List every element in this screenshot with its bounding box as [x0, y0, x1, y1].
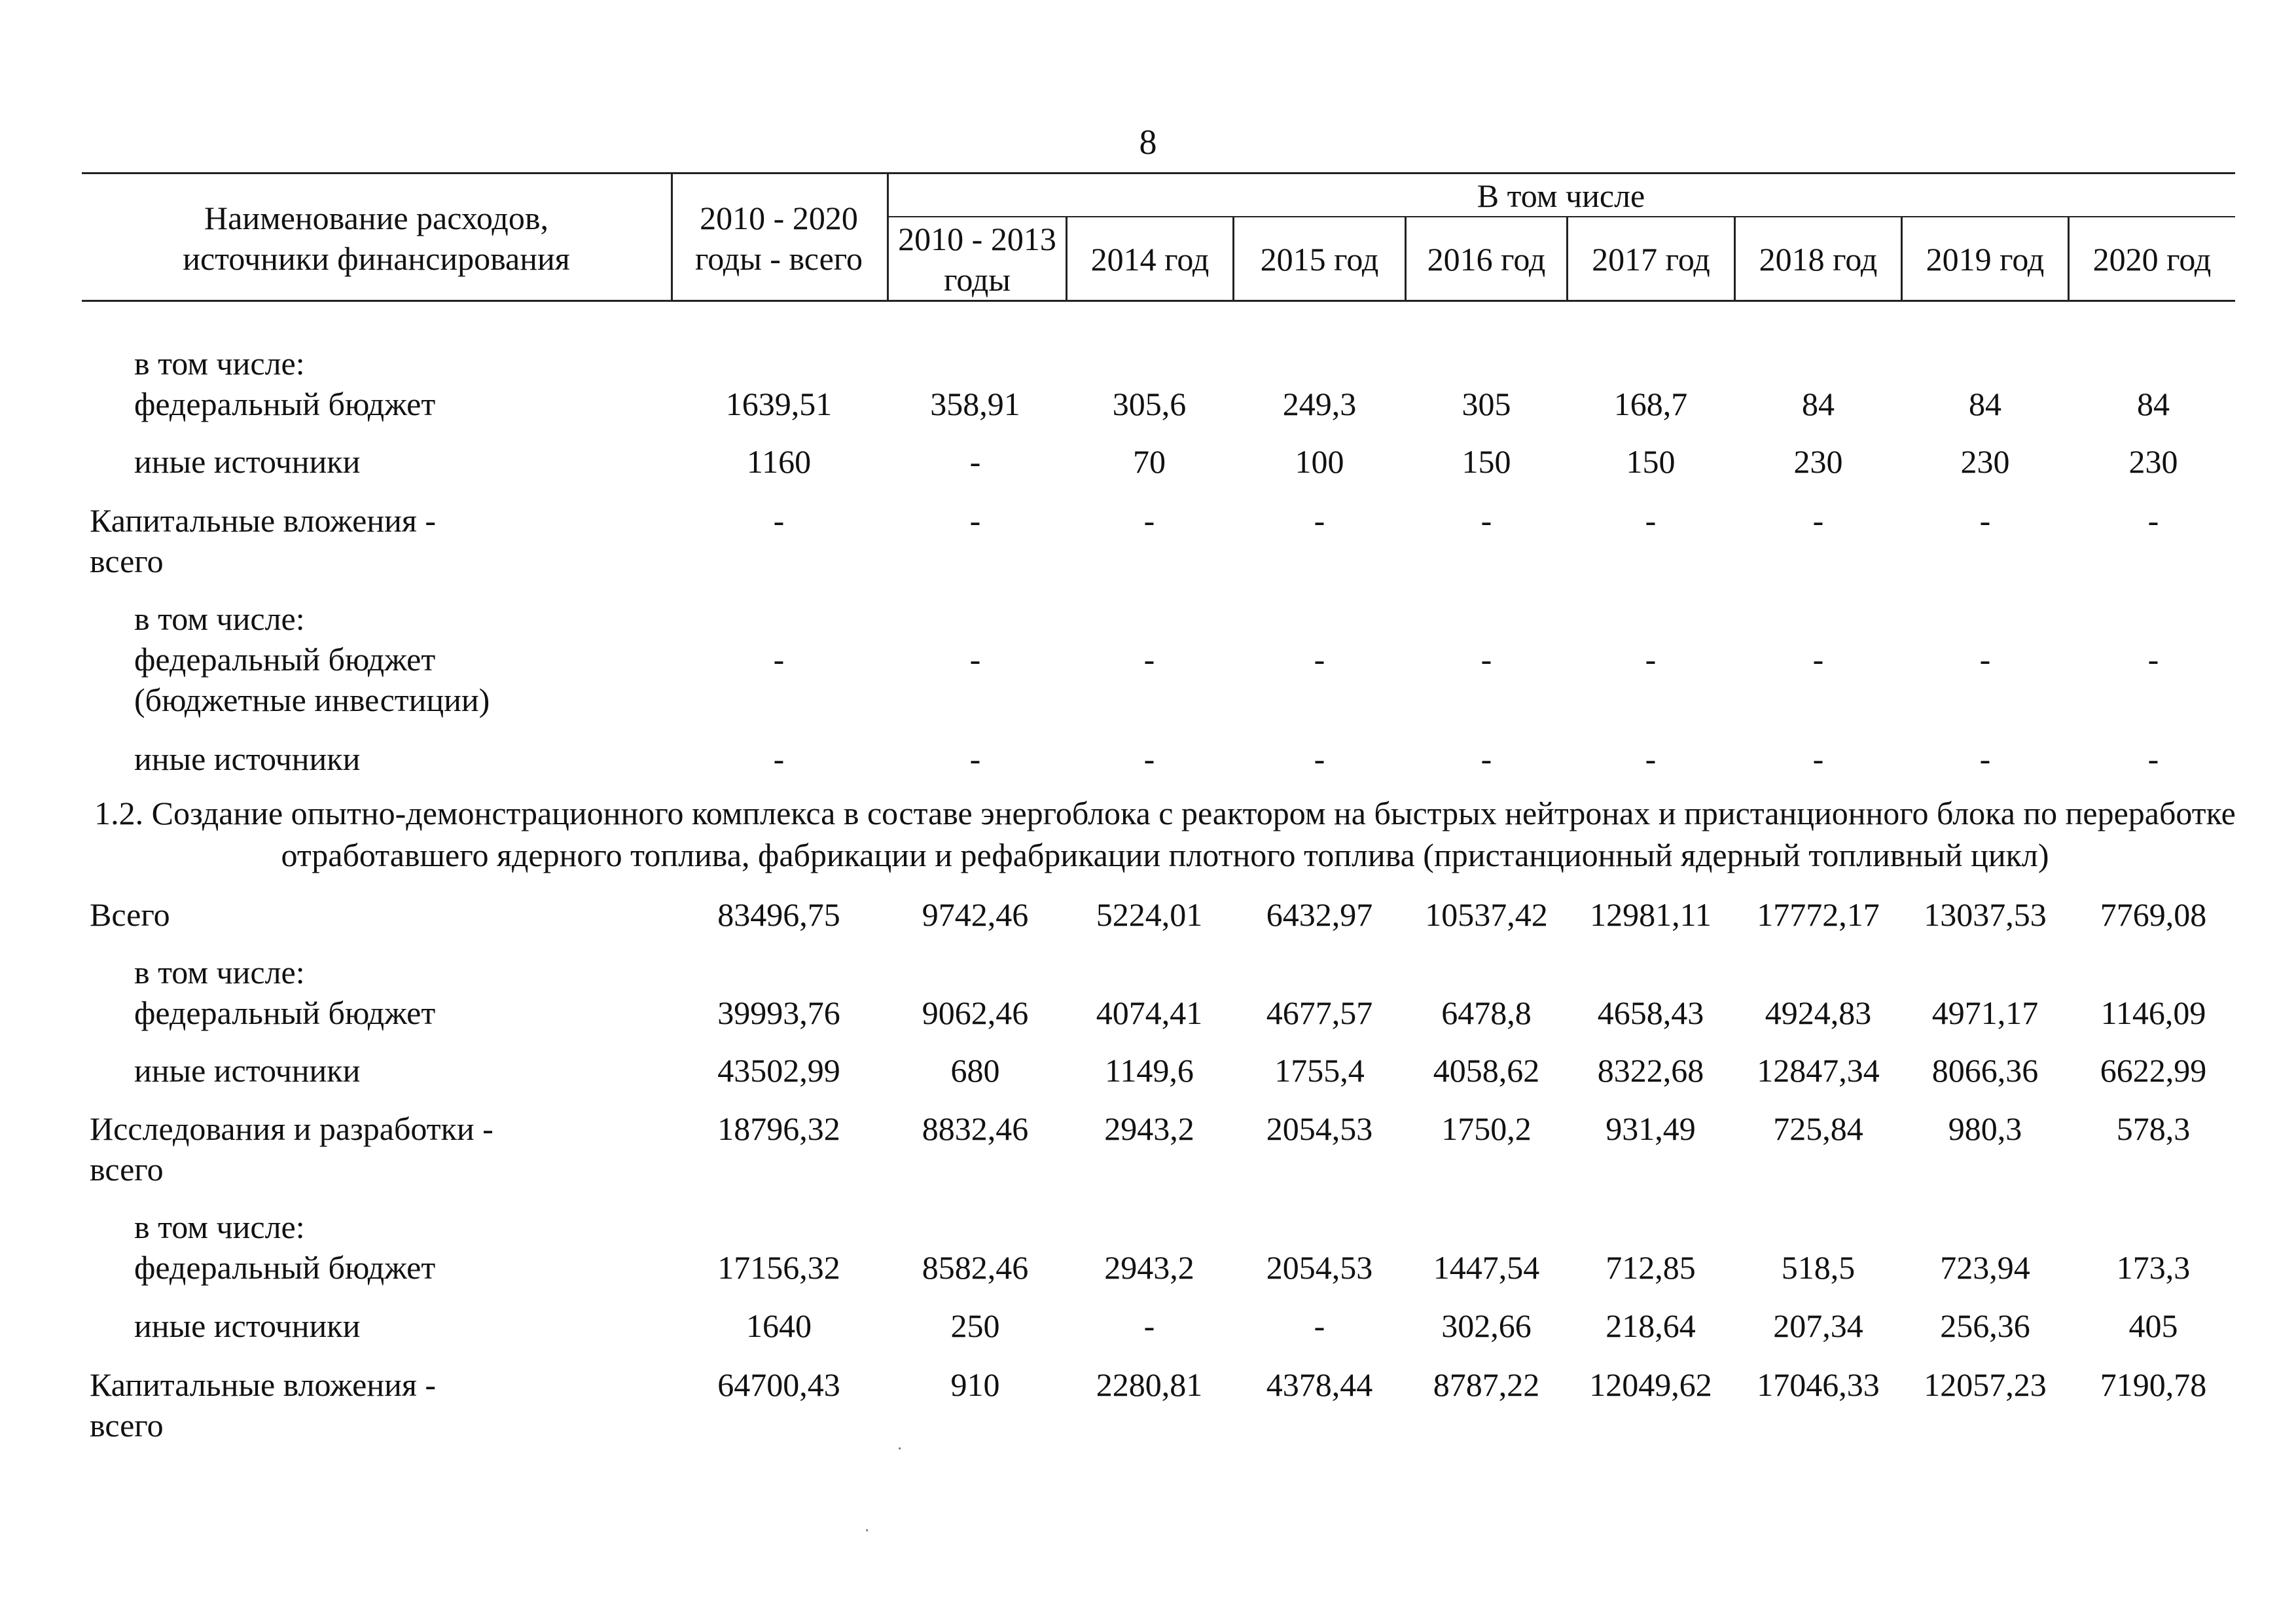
- page-number: 8: [1139, 122, 1157, 162]
- header-total-column: 2010 - 2020 годы - всего: [694, 200, 863, 277]
- header-year-2019: 2019 год: [1926, 241, 2045, 278]
- value-cell: -: [1979, 740, 1991, 777]
- value-cell: 2054,53: [1266, 1249, 1373, 1286]
- value-cell: 723,94: [1940, 1249, 2030, 1286]
- header-divider: [1734, 217, 1736, 301]
- value-cell: -: [1812, 502, 1824, 539]
- header-year-2020: 2020 год: [2092, 241, 2212, 278]
- value-cell: 10537,42: [1425, 896, 1548, 933]
- value-cell: 305: [1462, 386, 1511, 422]
- header-divider: [671, 173, 673, 301]
- row-label: (бюджетные инвестиции): [134, 682, 490, 718]
- value-cell: -: [969, 502, 981, 539]
- row-label: всего: [90, 1407, 164, 1444]
- value-cell: 84: [2137, 386, 2170, 422]
- value-cell: 9062,46: [922, 994, 1029, 1031]
- value-cell: 4971,17: [1931, 994, 2039, 1031]
- value-cell: 725,84: [1773, 1110, 1863, 1147]
- header-divider: [1901, 217, 1903, 301]
- value-cell: 4658,43: [1597, 994, 1704, 1031]
- value-cell: 17046,33: [1757, 1366, 1880, 1403]
- value-cell: 6478,8: [1441, 994, 1532, 1031]
- value-cell: 1755,4: [1274, 1052, 1365, 1089]
- value-cell: 249,3: [1282, 386, 1357, 422]
- value-cell: -: [773, 740, 785, 777]
- row-label: всего: [90, 1151, 164, 1188]
- value-cell: 4677,57: [1266, 994, 1373, 1031]
- value-cell: 2054,53: [1266, 1110, 1373, 1147]
- value-cell: -: [969, 641, 981, 678]
- value-cell: 5224,01: [1096, 896, 1203, 933]
- value-cell: 578,3: [2116, 1110, 2191, 1147]
- value-cell: 6622,99: [2100, 1052, 2207, 1089]
- section-title: 1.2. Создание опытно-демонстрационного комплекса в составе энергоблока с реактором на быстрых нейтронах и пристанционного блока по переработке отработавшего ядерного топлива, фабрикации и рефабрикации плотного топлива (пристанционный ядерный топливный цикл): [94, 795, 2236, 873]
- value-cell: 712,85: [1605, 1249, 1696, 1286]
- scan-speck: ·: [897, 1439, 903, 1459]
- row-label: Всего: [90, 896, 170, 933]
- value-cell: 302,66: [1441, 1307, 1532, 1344]
- value-cell: -: [969, 443, 981, 480]
- value-cell: 43502,99: [717, 1052, 840, 1089]
- row-label: иные источники: [134, 1307, 361, 1344]
- value-cell: 230: [2128, 443, 2178, 480]
- value-cell: 2943,2: [1104, 1249, 1194, 1286]
- value-cell: 218,64: [1605, 1307, 1696, 1344]
- header-year-2010-2013: 2010 - 2013 годы: [898, 221, 1056, 298]
- value-cell: 910: [950, 1366, 1000, 1403]
- header-divider: [1066, 217, 1067, 301]
- value-cell: 7190,78: [2100, 1366, 2207, 1403]
- value-cell: 358,91: [930, 386, 1020, 422]
- value-cell: -: [2147, 740, 2159, 777]
- value-cell: 1447,54: [1433, 1249, 1540, 1286]
- value-cell: 8066,36: [1931, 1052, 2039, 1089]
- value-cell: 18796,32: [717, 1110, 840, 1147]
- value-cell: -: [1480, 641, 1492, 678]
- value-cell: 1640: [746, 1307, 812, 1344]
- value-cell: -: [1645, 740, 1657, 777]
- value-cell: 12057,23: [1924, 1366, 2047, 1403]
- value-cell: 150: [1462, 443, 1511, 480]
- value-cell: 4924,83: [1765, 994, 1872, 1031]
- value-cell: 84: [1802, 386, 1835, 422]
- value-cell: 2280,81: [1096, 1366, 1203, 1403]
- value-cell: 17772,17: [1757, 896, 1880, 933]
- value-cell: 168,7: [1613, 386, 1688, 422]
- value-cell: -: [1480, 502, 1492, 539]
- value-cell: 100: [1295, 443, 1344, 480]
- value-cell: 980,3: [1948, 1110, 2022, 1147]
- value-cell: 150: [1626, 443, 1676, 480]
- header-top-rule: [82, 172, 2235, 174]
- row-label: в том числе:: [134, 1209, 305, 1245]
- row-label: иные источники: [134, 740, 361, 777]
- value-cell: 83496,75: [717, 896, 840, 933]
- value-cell: -: [1979, 502, 1991, 539]
- value-cell: 230: [1793, 443, 1843, 480]
- value-cell: 39993,76: [717, 994, 840, 1031]
- row-label: иные источники: [134, 1052, 361, 1089]
- scan-speck: ·: [864, 1521, 870, 1541]
- row-label: федеральный бюджет: [134, 386, 436, 422]
- value-cell: 230: [1960, 443, 2010, 480]
- value-cell: 305,6: [1112, 386, 1187, 422]
- value-cell: -: [1143, 502, 1155, 539]
- value-cell: -: [1314, 740, 1325, 777]
- header-divider: [1566, 217, 1568, 301]
- header-year-2016: 2016 год: [1427, 241, 1546, 278]
- row-label: федеральный бюджет: [134, 1249, 436, 1286]
- header-bottom-rule: [82, 300, 2235, 302]
- value-cell: 2943,2: [1104, 1110, 1194, 1147]
- value-cell: 12847,34: [1757, 1052, 1880, 1089]
- value-cell: 8787,22: [1433, 1366, 1540, 1403]
- value-cell: 1146,09: [2100, 994, 2206, 1031]
- value-cell: -: [1979, 641, 1991, 678]
- value-cell: -: [1314, 641, 1325, 678]
- row-label: в том числе:: [134, 600, 305, 637]
- value-cell: 1750,2: [1441, 1110, 1532, 1147]
- value-cell: -: [1143, 1307, 1155, 1344]
- value-cell: -: [1645, 502, 1657, 539]
- header-divider: [1232, 217, 1234, 301]
- row-label: Капитальные вложения -: [90, 1366, 437, 1403]
- header-name-column: Наименование расходов, источники финансирования: [183, 200, 570, 277]
- value-cell: 8832,46: [922, 1110, 1029, 1147]
- value-cell: 256,36: [1940, 1307, 2030, 1344]
- value-cell: -: [1143, 740, 1155, 777]
- header-year-2015: 2015 год: [1260, 241, 1379, 278]
- row-label: Исследования и разработки -: [90, 1110, 493, 1147]
- value-cell: 9742,46: [922, 896, 1029, 933]
- header-year-2014: 2014 год: [1090, 241, 1210, 278]
- value-cell: -: [1812, 740, 1824, 777]
- header-divider: [2068, 217, 2070, 301]
- header-year-2017: 2017 год: [1592, 241, 1710, 278]
- value-cell: 8322,68: [1597, 1052, 1704, 1089]
- row-label: федеральный бюджет: [134, 641, 436, 678]
- value-cell: 8582,46: [922, 1249, 1029, 1286]
- row-label: иные источники: [134, 443, 361, 480]
- row-label: Капитальные вложения -: [90, 502, 437, 539]
- value-cell: -: [1143, 641, 1155, 678]
- header-divider: [1405, 217, 1407, 301]
- value-cell: -: [969, 740, 981, 777]
- value-cell: -: [1314, 502, 1325, 539]
- value-cell: -: [1314, 1307, 1325, 1344]
- value-cell: 84: [1969, 386, 2001, 422]
- value-cell: -: [2147, 502, 2159, 539]
- value-cell: 173,3: [2116, 1249, 2191, 1286]
- value-cell: 405: [2128, 1307, 2178, 1344]
- value-cell: 1160: [746, 443, 812, 480]
- value-cell: 518,5: [1781, 1249, 1856, 1286]
- value-cell: -: [773, 641, 785, 678]
- value-cell: 4058,62: [1433, 1052, 1540, 1089]
- value-cell: -: [773, 502, 785, 539]
- row-label: всего: [90, 543, 164, 579]
- header-group-label: В том числе: [1477, 177, 1645, 214]
- value-cell: 1639,51: [725, 386, 833, 422]
- row-label: федеральный бюджет: [134, 994, 436, 1031]
- value-cell: -: [1480, 740, 1492, 777]
- value-cell: 207,34: [1773, 1307, 1863, 1344]
- value-cell: 250: [950, 1307, 1000, 1344]
- value-cell: 12049,62: [1589, 1366, 1712, 1403]
- value-cell: 12981,11: [1590, 896, 1712, 933]
- value-cell: 1149,6: [1105, 1052, 1194, 1089]
- value-cell: 64700,43: [717, 1366, 840, 1403]
- value-cell: -: [1812, 641, 1824, 678]
- value-cell: -: [2147, 641, 2159, 678]
- value-cell: 13037,53: [1924, 896, 2047, 933]
- value-cell: 4378,44: [1266, 1366, 1373, 1403]
- header-divider: [887, 173, 889, 301]
- header-group-rule: [887, 216, 2235, 217]
- value-cell: -: [1645, 641, 1657, 678]
- value-cell: 70: [1133, 443, 1166, 480]
- value-cell: 17156,32: [717, 1249, 840, 1286]
- header-year-2018: 2018 год: [1759, 241, 1878, 278]
- value-cell: 7769,08: [2100, 896, 2207, 933]
- value-cell: 6432,97: [1266, 896, 1373, 933]
- value-cell: 4074,41: [1096, 994, 1203, 1031]
- value-cell: 680: [950, 1052, 1000, 1089]
- row-label: в том числе:: [134, 345, 305, 382]
- row-label: в том числе:: [134, 954, 305, 991]
- value-cell: 931,49: [1605, 1110, 1696, 1147]
